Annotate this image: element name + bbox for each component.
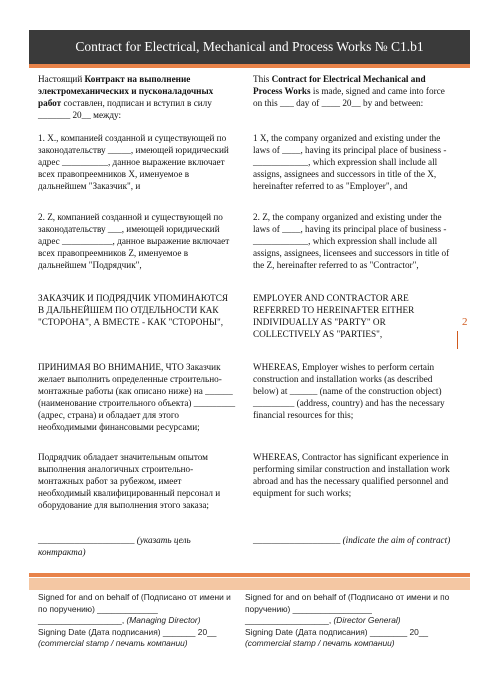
signature-block-employer: [38, 592, 238, 650]
party-z-ru: [38, 212, 236, 272]
footer-accent-line: [29, 573, 470, 577]
party-z-en-text: 2. Z, the company organized and existing under the laws of ____, having its principal place of business - ____________, which expression shall include all assigns, assignees, licensees and successors in title of the Z, hereinafter referred to as "Contractor",: [253, 212, 450, 270]
party-x-en-text: 1 X, the company organized and existing under the laws of ____, having its principal place of business - ____________, which expression shall include all assigns, assignees and successors in title of the X, hereinafter referred to as "Employer", and: [253, 133, 447, 191]
intro-en-pre: This: [253, 74, 272, 84]
whereas1-ru: [38, 362, 236, 434]
intro-en-bold: Contract for Electrical Mechanical and Process Works: [253, 74, 426, 96]
sig-employer-role: (Managing Director): [126, 615, 201, 626]
whereas2-en-text: WHEREAS, Contractor has significant experience in performing similar construction and installation work abroad and has the necessary qualified personnel and equipment for such works;: [253, 452, 450, 498]
intro-en: [253, 74, 451, 110]
party-x-ru-text: 1. Х., компанией созданной и существующей по законодательству _____, имеющей юридический адрес __________, данное выражение включает всех правопреемников Х, именуемое в дальнейшем "Заказчик", и: [38, 133, 229, 191]
page-number: 2: [462, 316, 468, 328]
header-accent-bar: [29, 64, 470, 68]
sig-contractor-stamp: (commercial stamp / печать компании): [245, 638, 395, 649]
whereas1-en: [253, 362, 451, 422]
footer-band: [29, 578, 470, 590]
intro-ru-post: составлен, подписан и вступил в силу _______ 20__ между:: [38, 97, 212, 120]
intro-en-post: is made, signed and came into force on this ___ day of ____ 20__ by and between:: [253, 85, 445, 108]
party-x-en: [253, 133, 451, 193]
whereas2-ru: [38, 452, 236, 512]
sig-employer-date: Signing Date (Дата подписания) _______ 20__: [38, 626, 217, 637]
intro-ru-bold: Контракт на выполнение электромеханических и пусконаладочных работ: [38, 74, 214, 108]
document-title: Contract for Electrical, Mechanical and Process Works № C1.b1: [75, 39, 424, 54]
parties-ru: [38, 293, 236, 329]
intro-ru: [38, 74, 236, 122]
aim-ru-text: _____________________ (указать цель контракта): [38, 535, 191, 557]
sig-contractor-line1: Signed for and on behalf of (Подписано от имени и по поручению) _________________: [245, 592, 450, 614]
sig-employer-stamp: (commercial stamp / печать компании): [38, 638, 188, 649]
page-number-rule: [457, 331, 458, 349]
sig-employer-line1: Signed for and on behalf of (Подписано от имени и по поручению) _____________: [38, 592, 231, 614]
sig-employer-blank: __________________,: [38, 615, 127, 626]
parties-en: [253, 293, 451, 341]
parties-en-text: EMPLOYER AND CONTRACTOR ARE REFERRED TO HEREINAFTER EITHER INDIVIDUALLY AS "PARTY" OR COLLECTIVELY AS "PARTIES",: [253, 293, 415, 339]
aim-ru: [38, 535, 236, 559]
whereas1-ru-text: ПРИНИМАЯ ВО ВНИМАНИЕ, ЧТО Заказчик желает выполнить определенные строительно-монтажные работы (как описано ниже) на ______ (наименование строительного объекта) _________ (адрес, страна) и обладает для этого необходимыми финансовыми ресурсами;: [38, 362, 236, 432]
intro-ru-pre: Настоящий: [38, 74, 85, 84]
party-z-en: [253, 212, 451, 272]
aim-en-text: ___________________ (indicate the aim of contract): [253, 535, 451, 545]
party-z-ru-text: 2. Z, компанией созданной и существующей по законодательству ___, имеющей юридический адрес ___________, данное выражение включает всех правопреемников Z, именуемое в дальнейшем "Подрядчик",: [38, 212, 230, 270]
sig-contractor-date: Signing Date (Дата подписания) ________ 20__: [245, 626, 429, 637]
signature-block-contractor: [245, 592, 455, 650]
document-header: [29, 30, 470, 64]
whereas1-en-text: WHEREAS, Employer wishes to perform certain construction and installation works (as described below) at ______ (name of the construction object) _________ (address, country) and has the necessary financial resources for this;: [253, 362, 445, 420]
sig-contractor-role: (Director General): [333, 615, 401, 626]
party-x-ru: [38, 133, 236, 193]
aim-en: [253, 535, 451, 547]
parties-ru-text: ЗАКАЗЧИК И ПОДРЯДЧИК УПОМИНАЮТСЯ В ДАЛЬНЕЙШЕМ ПО ОТДЕЛЬНОСТИ КАК "СТОРОНА", А ВМЕСТЕ - КАК "СТОРОНЫ",: [38, 293, 228, 327]
sig-contractor-blank: __________________,: [245, 615, 334, 626]
whereas2-en: [253, 452, 451, 500]
whereas2-ru-text: Подрядчик обладает значительным опытом выполнения аналогичных строительно-монтажных работ за рубежом, имеет необходимый квалифицированный персонал и оборудование для выполнения этого заказа;: [38, 452, 221, 510]
